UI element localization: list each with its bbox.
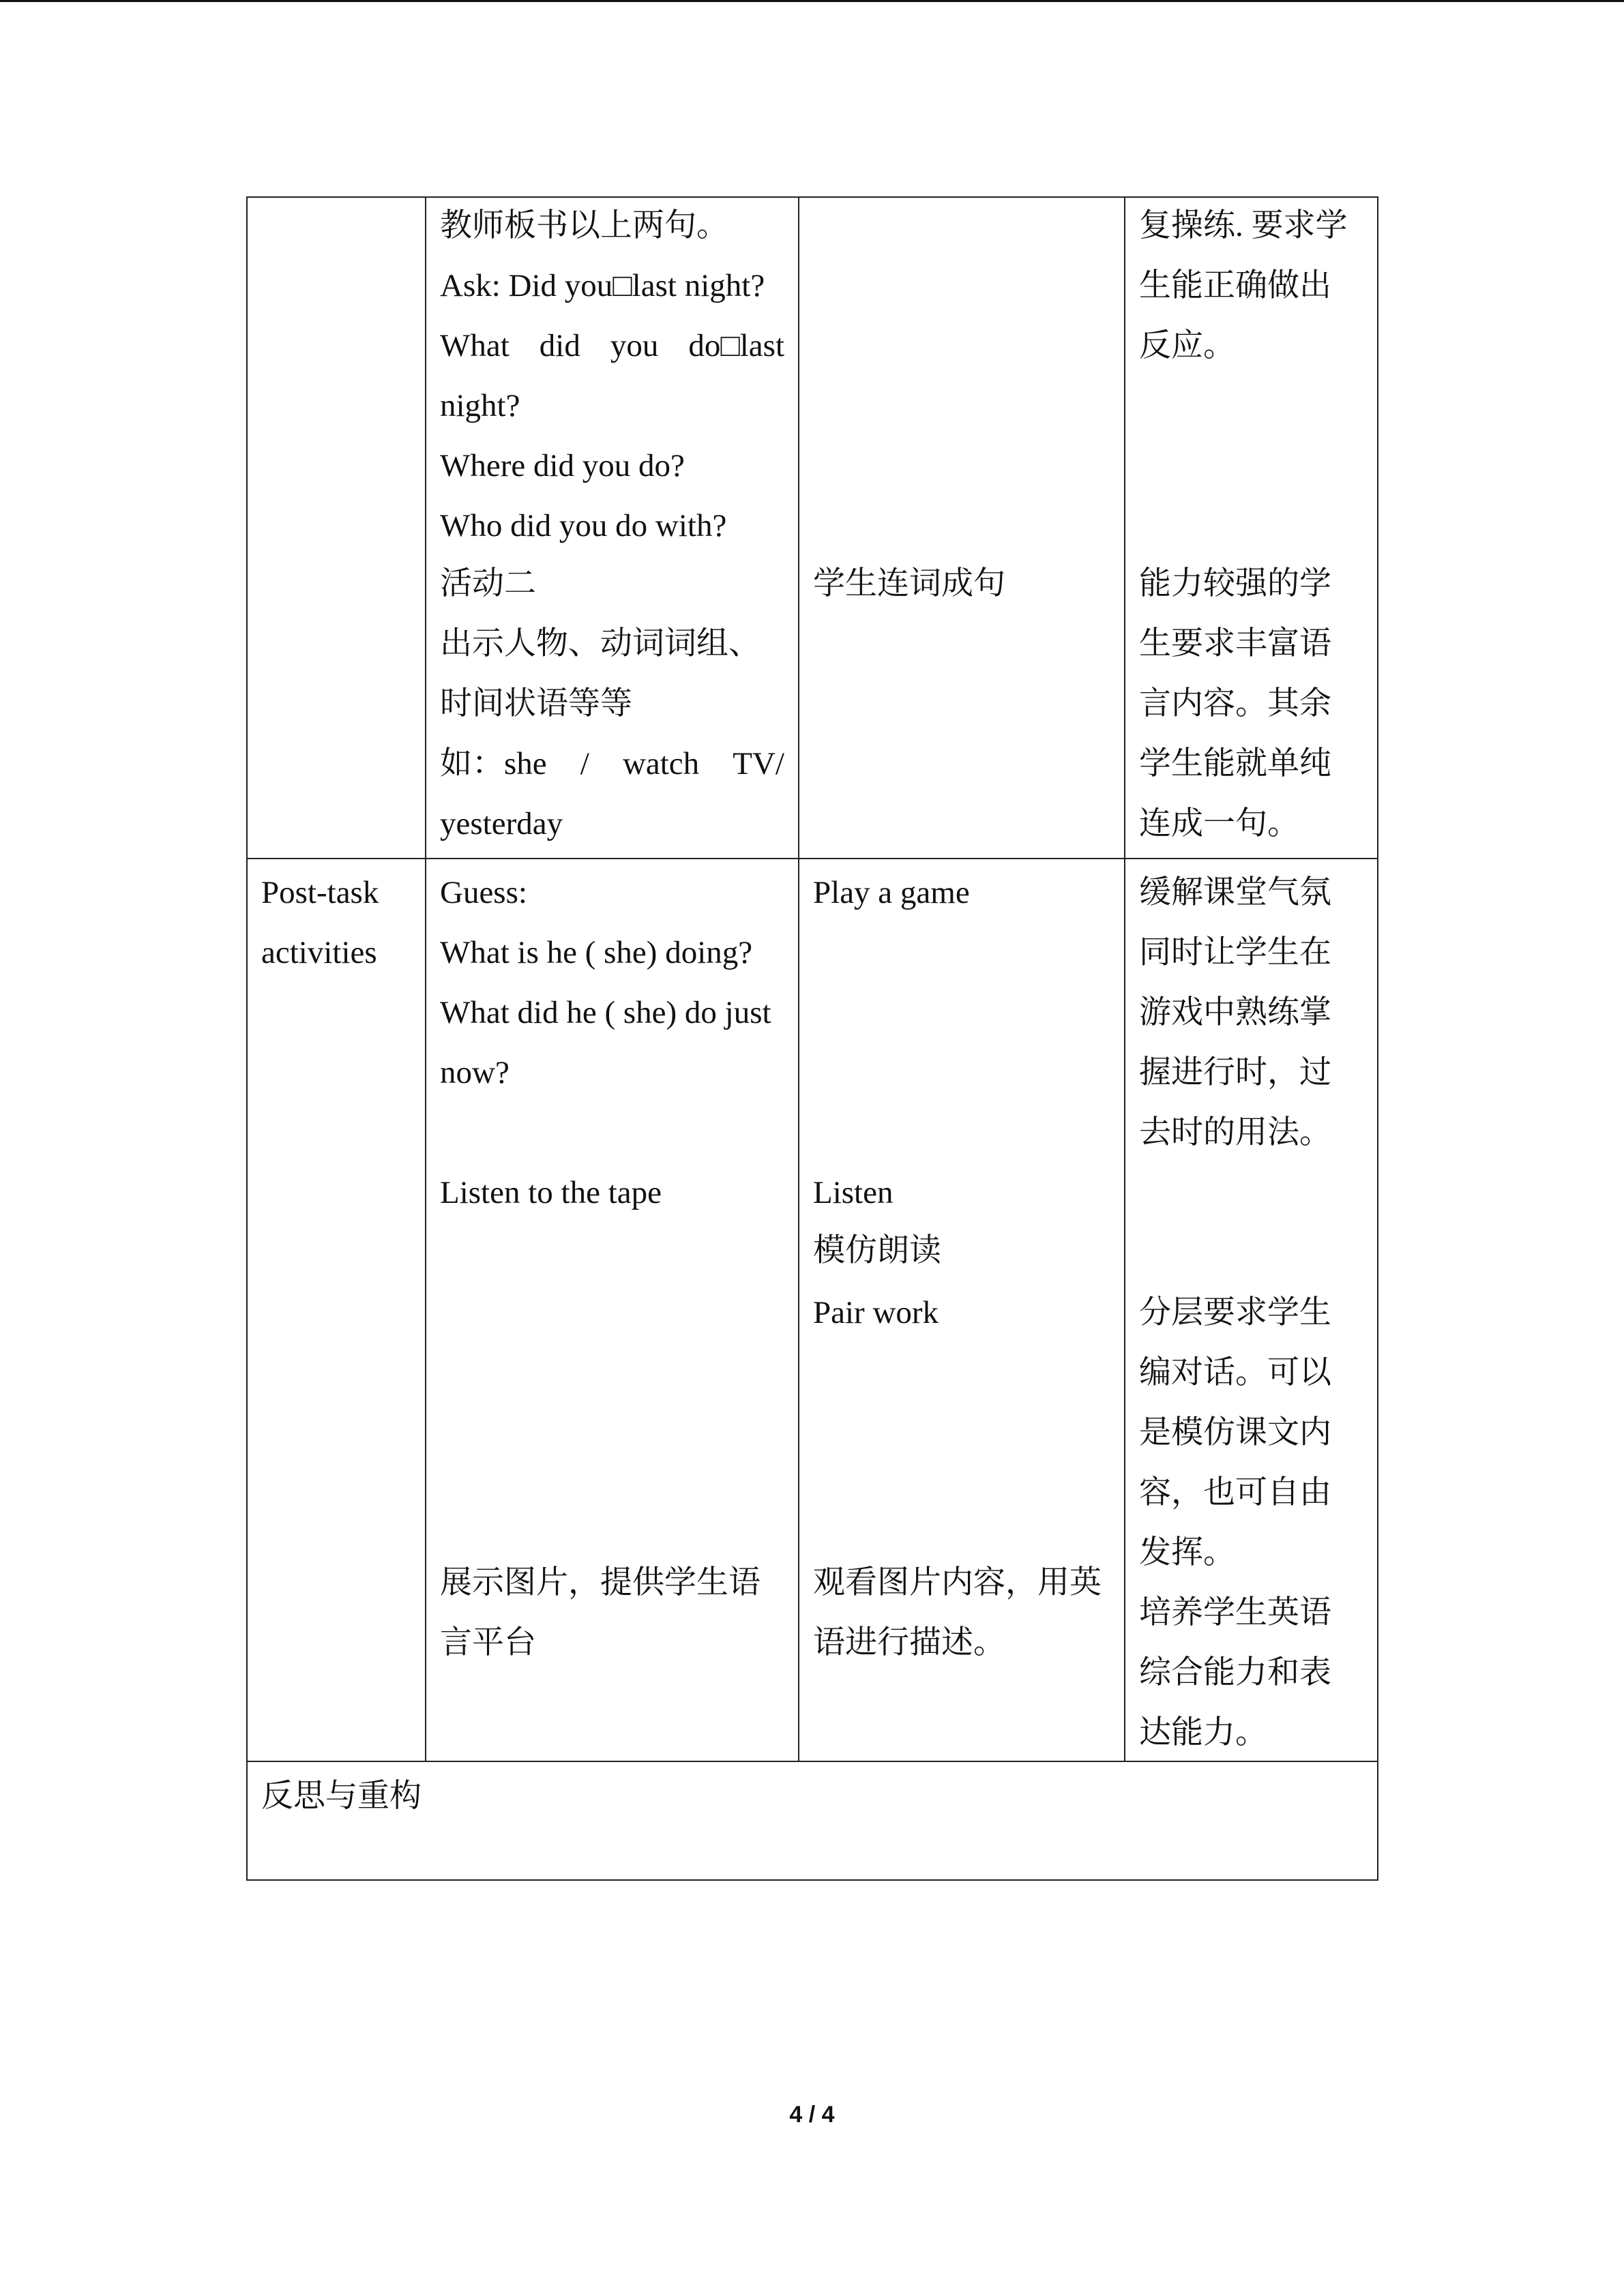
purpose-line: 容，也可自由: [1139, 1475, 1331, 1510]
purpose-line: 游戏中熟练掌: [1139, 995, 1331, 1030]
content-line: 活动二: [440, 566, 536, 601]
content-line: yesterday: [440, 806, 563, 841]
student-activity-line: 语进行描述。: [813, 1625, 1005, 1660]
top-border-line: [0, 0, 1624, 2]
column-divider: [798, 198, 799, 1762]
content-line: Ask: Did you□last night?: [440, 268, 765, 303]
word: What: [440, 328, 510, 363]
stage-label: Post-task: [261, 875, 379, 910]
student-activity-line: Listen: [813, 1175, 894, 1210]
content-line: Who did you do with?: [440, 508, 727, 543]
purpose-line: 去时的用法。: [1139, 1115, 1331, 1150]
purpose-line: 反应。: [1139, 328, 1235, 363]
purpose-line: 生能正确做出: [1139, 268, 1331, 303]
student-activity-line: Pair work: [813, 1295, 939, 1330]
purpose-line: 综合能力和表: [1139, 1655, 1331, 1690]
content-line: Where did you do?: [440, 448, 685, 483]
purpose-line: 握进行时，过: [1139, 1055, 1331, 1090]
purpose-line: 同时让学生在: [1139, 935, 1331, 970]
student-activity-line: 观看图片内容，用英: [813, 1565, 1102, 1600]
student-activity-line: Play a game: [813, 875, 970, 910]
column-divider: [1124, 198, 1125, 1762]
content-line: 展示图片，提供学生语: [440, 1565, 761, 1600]
content-line: Listen to the tape: [440, 1175, 662, 1210]
content-line: 时间状语等等: [440, 686, 632, 721]
purpose-line: 生要求丰富语: [1139, 626, 1331, 661]
purpose-line: 分层要求学生: [1139, 1295, 1331, 1330]
lesson-plan-table: [246, 196, 1378, 1881]
row-divider: [248, 858, 1377, 859]
reflection-label: 反思与重构: [261, 1778, 422, 1814]
stage-label: activities: [261, 935, 377, 970]
student-activity-line: 学生连词成句: [813, 566, 1005, 601]
word: 如：she: [440, 746, 547, 781]
content-line: now?: [440, 1055, 510, 1090]
word: you: [610, 328, 659, 363]
content-line: Guess:: [440, 875, 527, 910]
purpose-line: 缓解课堂气氛: [1139, 875, 1331, 910]
word: did: [539, 328, 580, 363]
column-divider: [425, 198, 426, 1762]
purpose-line: 编对话。可以: [1139, 1355, 1331, 1390]
purpose-line: 达能力。: [1139, 1715, 1267, 1750]
purpose-line: 复操练. 要求学: [1139, 208, 1348, 243]
student-activity-line: 模仿朗读: [813, 1233, 941, 1268]
purpose-line: 连成一句。: [1139, 806, 1299, 841]
word: /: [580, 746, 589, 781]
word: watch: [622, 746, 700, 781]
content-line-justified: [440, 734, 784, 794]
purpose-line: 发挥。: [1139, 1535, 1235, 1570]
content-line: 言平台: [440, 1625, 536, 1660]
purpose-line: 培养学生英语: [1139, 1595, 1331, 1630]
page-number: 4 / 4: [789, 2102, 835, 2128]
content-line: night?: [440, 388, 520, 423]
purpose-line: 学生能就单纯: [1139, 746, 1331, 781]
content-line: 出示人物、动词词组、: [440, 626, 761, 661]
word: TV/: [733, 746, 784, 781]
content-line: 教师板书以上两句。: [440, 208, 728, 243]
purpose-line: 是模仿课文内: [1139, 1415, 1331, 1450]
purpose-line: 能力较强的学: [1139, 566, 1331, 601]
content-line-justified: [440, 316, 784, 376]
word: do□last: [688, 328, 784, 363]
content-line: What did he ( she) do just: [440, 995, 771, 1030]
content-line: What is he ( she) doing?: [440, 935, 753, 970]
purpose-line: 言内容。其余: [1139, 686, 1331, 721]
